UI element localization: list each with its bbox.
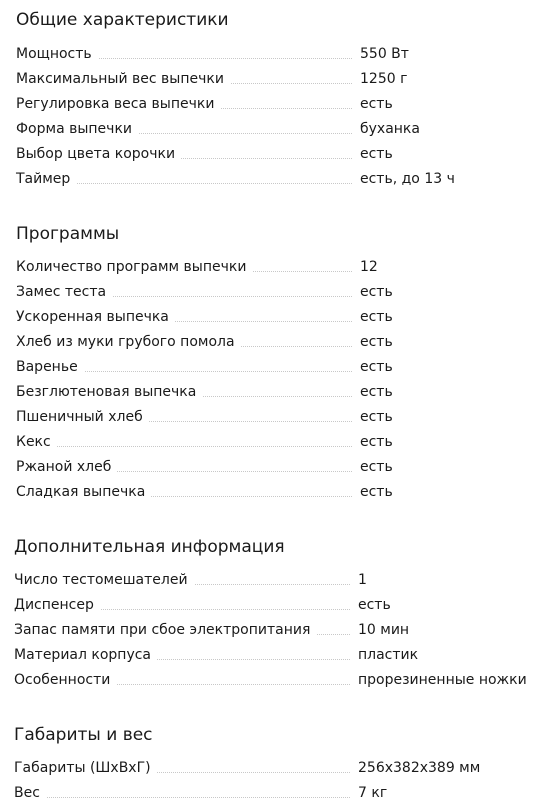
spec-label: Особенности: [14, 670, 116, 690]
spec-label: Сладкая выпечка: [16, 482, 151, 502]
section-title: Программы: [16, 224, 120, 244]
spec-value: 256x382x389 мм: [358, 760, 481, 776]
spec-label: Габариты (ШхВхГ): [14, 758, 157, 778]
spec-row: [16, 94, 536, 119]
spec-row: [16, 119, 536, 144]
spec-label: Количество программ выпечки: [16, 257, 252, 277]
spec-value: буханка: [360, 121, 420, 137]
spec-row: [16, 169, 536, 194]
spec-value: есть: [360, 146, 393, 162]
spec-value: есть: [360, 434, 393, 450]
spec-row: [16, 357, 536, 382]
spec-row: [14, 570, 536, 595]
spec-value: есть: [360, 484, 393, 500]
spec-value: есть, до 13 ч: [360, 171, 455, 187]
spec-value: прорезиненные ножки: [358, 672, 527, 688]
spec-label: Мощность: [16, 44, 98, 64]
spec-label: Ржаной хлеб: [16, 457, 117, 477]
dotted-leader: [16, 446, 352, 447]
section-title: Общие характеристики: [16, 10, 229, 30]
spec-label: Вес: [14, 783, 46, 803]
spec-value: есть: [360, 309, 393, 325]
spec-row: [16, 482, 536, 507]
spec-label: Ускоренная выпечка: [16, 307, 175, 327]
spec-row: [16, 144, 536, 169]
spec-row: [14, 595, 536, 620]
spec-value: есть: [360, 384, 393, 400]
spec-label: Замес теста: [16, 282, 112, 302]
spec-label: Пшеничный хлеб: [16, 407, 149, 427]
spec-value: есть: [358, 597, 391, 613]
spec-value: есть: [360, 96, 393, 112]
spec-row: [14, 645, 536, 670]
dotted-leader: [14, 797, 350, 798]
spec-label: Диспенсер: [14, 595, 100, 615]
spec-label: Число тестомешателей: [14, 570, 194, 590]
spec-value: 12: [360, 259, 378, 275]
spec-value: 10 мин: [358, 622, 410, 638]
spec-label: Хлеб из муки грубого помола: [16, 332, 241, 352]
spec-row: [16, 432, 536, 457]
spec-row: [16, 332, 536, 357]
spec-value: есть: [360, 284, 393, 300]
spec-row: [16, 282, 536, 307]
spec-value: 550 Вт: [360, 46, 409, 62]
spec-label: Таймер: [16, 169, 76, 189]
spec-label: Материал корпуса: [14, 645, 157, 665]
spec-value: есть: [360, 409, 393, 425]
spec-row: [14, 783, 536, 808]
spec-row: [14, 620, 536, 645]
spec-value: есть: [360, 334, 393, 350]
spec-row: [16, 257, 536, 282]
spec-value: 1250 г: [360, 71, 408, 87]
spec-value: 1: [358, 572, 367, 588]
spec-value: есть: [360, 359, 393, 375]
section-title: Дополнительная информация: [14, 537, 285, 557]
spec-label: Максимальный вес выпечки: [16, 69, 230, 89]
spec-label: Запас памяти при сбое электропитания: [14, 620, 316, 640]
spec-row: [16, 407, 536, 432]
spec-label: Кекс: [16, 432, 57, 452]
spec-label: Варенье: [16, 357, 84, 377]
spec-value: 7 кг: [358, 785, 388, 801]
spec-label: Регулировка веса выпечки: [16, 94, 220, 114]
spec-label: Форма выпечки: [16, 119, 138, 139]
spec-label: Безглютеновая выпечка: [16, 382, 202, 402]
spec-label: Выбор цвета корочки: [16, 144, 181, 164]
spec-row: [14, 758, 536, 783]
spec-row: [16, 382, 536, 407]
spec-row: [16, 44, 536, 69]
spec-value: есть: [360, 459, 393, 475]
spec-row: [16, 307, 536, 332]
spec-row: [14, 670, 536, 695]
spec-row: [16, 69, 536, 94]
section-title: Габариты и вес: [14, 725, 153, 745]
spec-row: [16, 457, 536, 482]
spec-value: пластик: [358, 647, 419, 663]
